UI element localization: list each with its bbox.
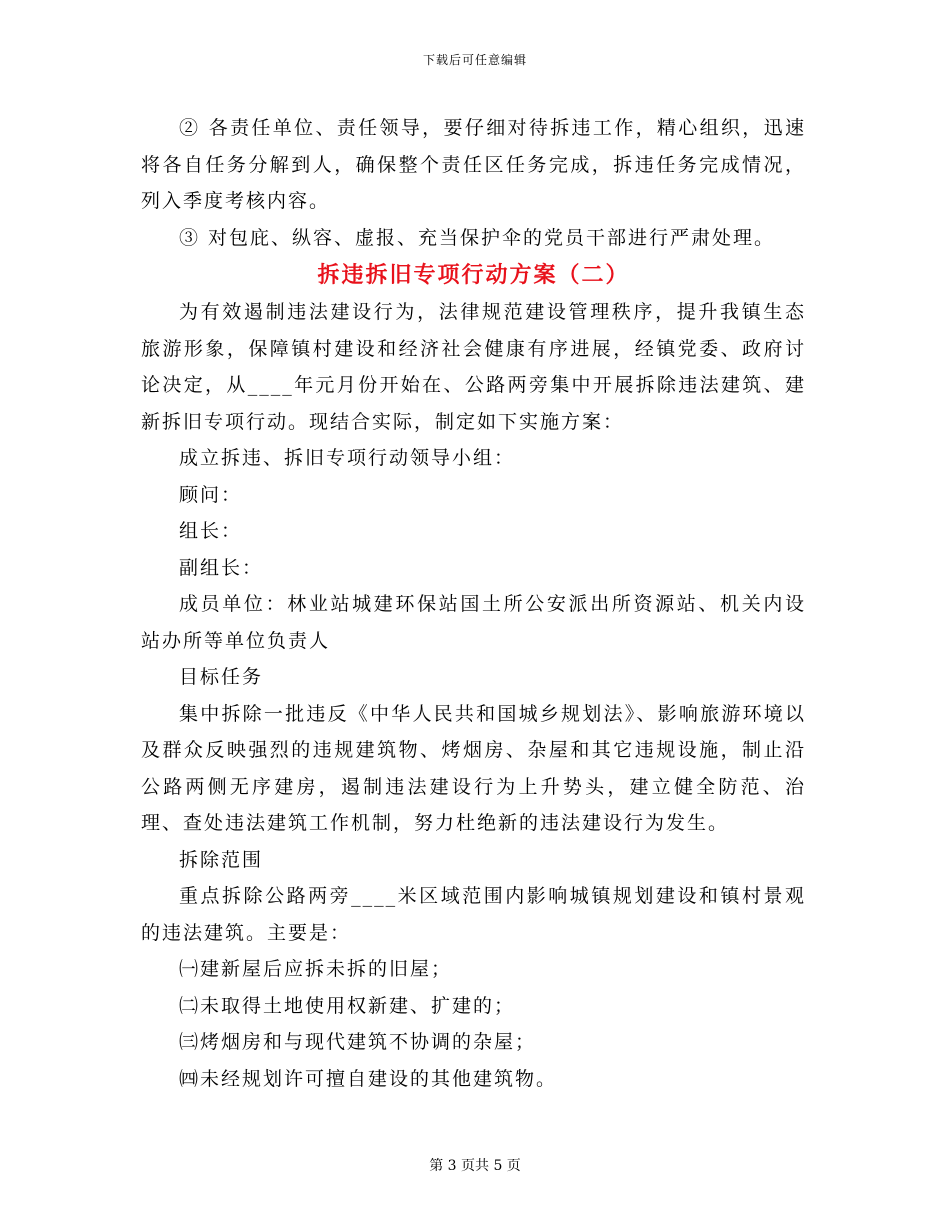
paragraph-group-heading: 成立拆违、拆旧专项行动领导小组： (179, 447, 516, 469)
paragraph-scope: 重点拆除公路两旁____米区域范围内影响城镇规划建设和镇村景观的违法建筑。主要是： (141, 885, 806, 944)
list-item: ㈠建新屋后应拆未拆的旧屋； (179, 958, 453, 980)
paragraph-goal: 集中拆除一批违反《中华人民共和国城乡规划法》、影响旅游环境以及群众反映强烈的违规建筑物、烤烟房、杂屋和其它违规设施，制止沿公路两侧无序建房，遏制违法建设行为上升势头，建立健全防范、治理、查处违法建筑工作机制，努力杜绝新的违法建设行为发生。 (141, 702, 806, 834)
list-item: ㈡未取得土地使用权新建、扩建的； (179, 994, 516, 1017)
paragraph-leader: 组长： (179, 520, 243, 542)
section-heading-scope: 拆除范围 (179, 848, 264, 871)
paragraph-responsibility: ② 各责任单位、责任领导，要仔细对待拆违工作，精心组织，迅速将各自任务分解到人，确保整个责任区任务完成，拆违任务完成情况，列入季度考核内容。 (141, 117, 806, 212)
page-header: 下载后可任意编辑 (422, 53, 527, 67)
paragraph-intro: 为有效遏制违法建设行为，法律规范建设管理秩序，提升我镇生态旅游形象，保障镇村建设和经济社会健康有序进展，经镇党委、政府讨论决定，从____年元月份开始在、公路两旁集中开展拆除违法建筑、建新拆旧专项行动。现结合实际，制定如下实施方案： (141, 301, 806, 433)
document-body (141, 110, 806, 1097)
list-item: ㈢烤烟房和与现代建筑不协调的杂屋； (179, 1031, 537, 1053)
page-footer: 第 3 页共 5 页 (429, 1158, 521, 1174)
list-item: ㈣未经规划许可擅自建设的其他建筑物。 (179, 1067, 558, 1090)
paragraph-deputy-leader: 副组长： (179, 556, 264, 579)
paragraph-advisor: 顾问： (179, 483, 243, 506)
paragraph-member-units: 成员单位：林业站城建环保站国土所公安派出所资源站、机关内设站办所等单位负责人 (141, 593, 806, 652)
section-heading-goal: 目标任务 (179, 666, 264, 688)
paragraph-discipline: ③ 对包庇、纵容、虚报、充当保护伞的党员干部进行严肃处理。 (179, 226, 776, 249)
document-title: 拆违拆旧专项行动方案（二） (317, 262, 630, 288)
